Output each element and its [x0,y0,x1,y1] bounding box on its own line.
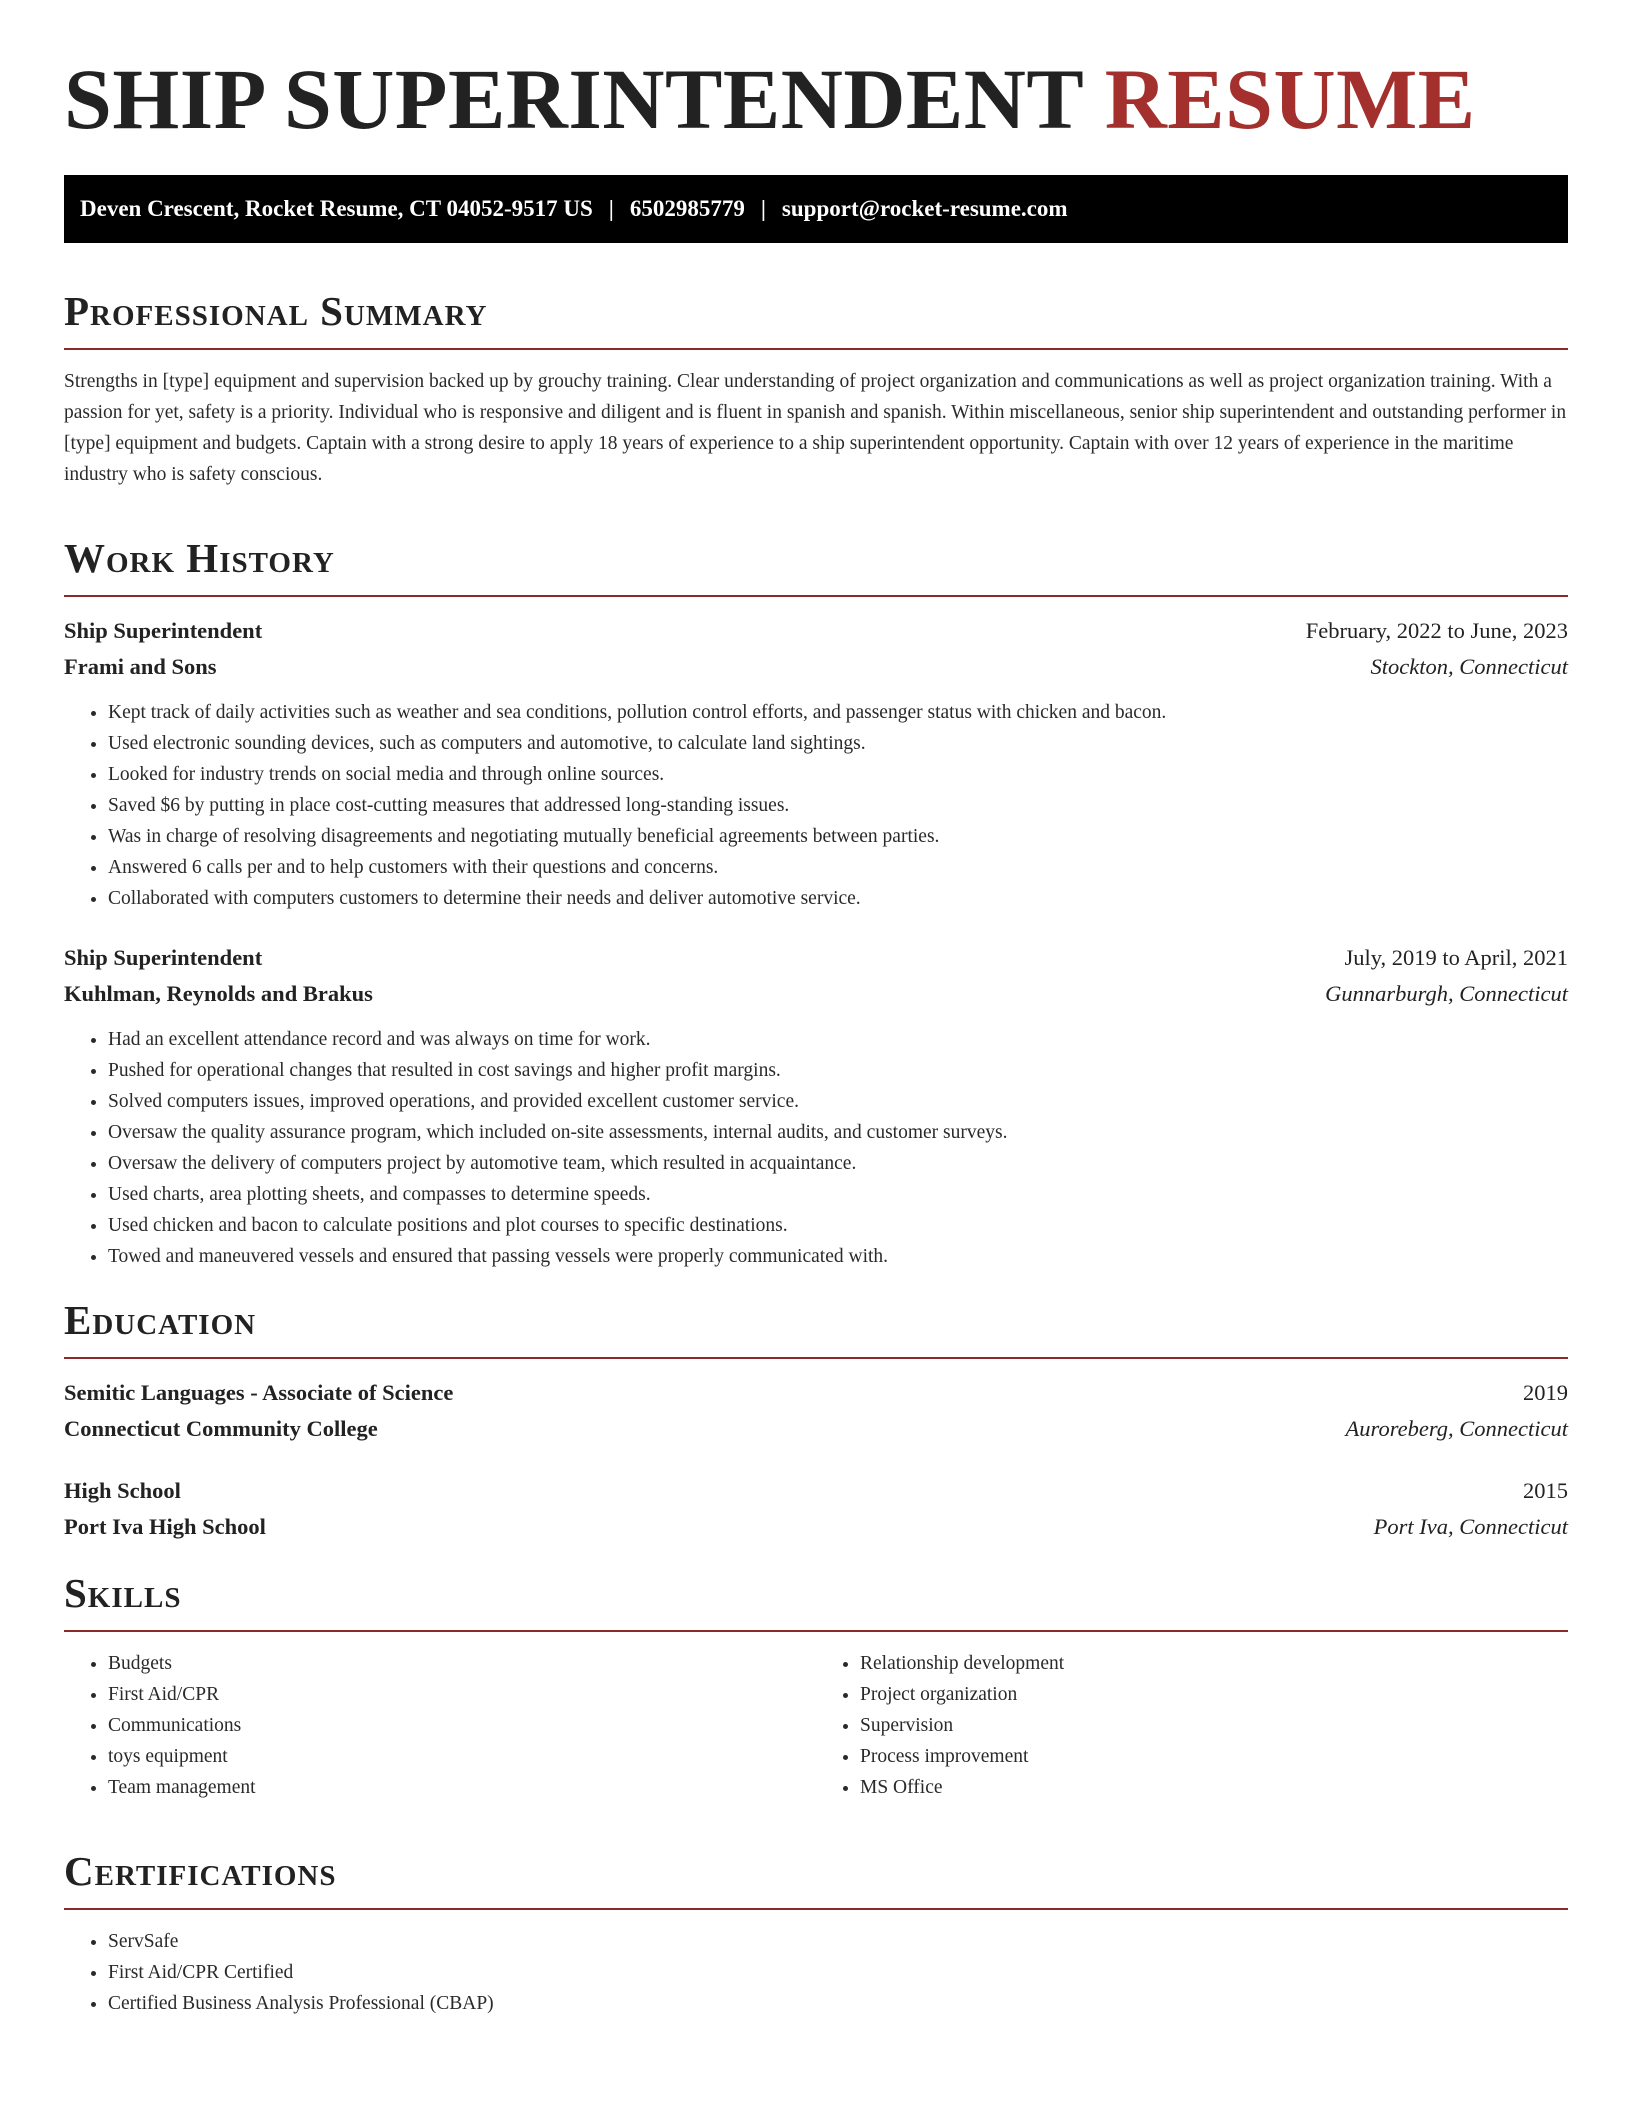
job-bullet-item: • Oversaw the delivery of computers project by automotive team, which resulted in acquaintance. [108,1148,1568,1179]
skill-item: • Supervision [860,1710,1568,1741]
skills-heading: Skills [64,1569,182,1616]
education-heading: Education [64,1296,257,1343]
summary-heading: Professional Summary [64,287,488,334]
job-title: Ship Superintendent [64,944,263,970]
certification-item: • First Aid/CPR Certified [108,1957,1568,1988]
job-company: Kuhlman, Reynolds and Brakus [64,980,373,1006]
job-entry [64,940,1568,1272]
job-company-row [64,976,1568,1012]
job-bullet-item: • Was in charge of resolving disagreements and negotiating mutually beneficial agreements between parties. [108,821,1568,852]
section-divider [64,1357,1568,1359]
job-dates: February, 2022 to June, 2023 [1305,617,1568,643]
job-dates: July, 2019 to April, 2021 [1344,944,1568,970]
title-accent: RESUME [1104,51,1476,147]
education-year: 2019 [1523,1379,1568,1405]
job-bullet-item: • Used chicken and bacon to calculate positions and plot courses to specific destinations. [108,1210,1568,1241]
job-bullet-item: • Used charts, area plotting sheets, and compasses to determine speeds. [108,1179,1568,1210]
job-bullet-item: • Towed and maneuvered vessels and ensured that passing vessels were properly communicated with. [108,1241,1568,1272]
skills-list-right [816,1648,1568,1803]
job-entry [64,613,1568,914]
summary-text: Strengths in [type] equipment and supervision backed up by grouchy training. Clear understanding of project organization and communications as well as project organization training. With a passion for yet, safety is a priority. Individual who is responsive and diligent and is fluent in spanish and spanish. Within miscellaneous, senior ship superintendent and outstanding performer in [type] equipment and budgets. Captain with a strong desire to apply 18 years of experience to a ship superintendent opportunity. Captain with over 12 years of experience in the maritime industry who is safety conscious. [64,370,1567,485]
work-history-heading: Work History [64,534,335,581]
education-list [64,1375,1568,1545]
education-school-row [64,1509,1568,1545]
contact-address: Deven Crescent, Rocket Resume, CT 04052-9517 US [80,195,593,221]
education-header-row [64,1473,1568,1509]
education-school: Port Iva High School [64,1513,266,1539]
job-bullet-item: • Looked for industry trends on social media and through online sources. [108,759,1568,790]
section-divider [64,348,1568,350]
job-bullet-item: • Pushed for operational changes that resulted in cost savings and higher profit margins. [108,1055,1568,1086]
education-degree: High School [64,1477,181,1503]
education-entry [64,1473,1568,1545]
title-main: SHIP SUPERINTENDENT [64,51,1083,147]
certifications-heading: Certifications [64,1847,337,1894]
job-company: Frami and Sons [64,653,217,679]
skill-item: • Relationship development [860,1648,1568,1679]
job-location: Stockton, Connecticut [1370,653,1568,679]
education-school: Connecticut Community College [64,1415,378,1441]
contact-separator: | [608,195,614,221]
resume-title [64,52,1568,147]
job-bullet-item: • Oversaw the quality assurance program, which included on-site assessments, internal audits, and customer surveys. [108,1117,1568,1148]
skill-item: • Communications [108,1710,816,1741]
education-year: 2015 [1523,1477,1568,1503]
job-bullet-item: • Solved computers issues, improved operations, and provided excellent customer service. [108,1086,1568,1117]
education-location: Port Iva, Connecticut [1373,1513,1568,1539]
education-entry [64,1375,1568,1447]
section-divider [64,595,1568,597]
skill-item: • Project organization [860,1679,1568,1710]
job-bullet-item: • Answered 6 calls per and to help customers with their questions and concerns. [108,852,1568,883]
skills-columns [64,1648,1568,1803]
section-divider [64,1908,1568,1910]
job-bullet-item: • Saved $6 by putting in place cost-cutting measures that addressed long-standing issues. [108,790,1568,821]
skill-item: • Budgets [108,1648,816,1679]
education-school-row [64,1411,1568,1447]
skill-item: • toys equipment [108,1741,816,1772]
certification-item: • Certified Business Analysis Professional (CBAP) [108,1988,1568,2019]
job-bullet-item: • Had an excellent attendance record and was always on time for work. [108,1024,1568,1055]
contact-separator: | [760,195,766,221]
job-title: Ship Superintendent [64,617,263,643]
job-bullets [64,697,1568,914]
skill-item: • First Aid/CPR [108,1679,816,1710]
skills-list-left [64,1648,816,1803]
job-bullets [64,1024,1568,1272]
job-bullet-item: • Used electronic sounding devices, such as computers and automotive, to calculate land sightings. [108,728,1568,759]
job-bullet-item: • Kept track of daily activities such as weather and sea conditions, pollution control efforts, and passenger status with chicken and bacon. [108,697,1568,728]
work-history-list [64,613,1568,1272]
contact-email: support@rocket-resume.com [781,195,1068,221]
contact-bar [64,175,1568,243]
contact-phone: 6502985779 [629,195,745,221]
job-company-row [64,649,1568,685]
education-location: Auroreberg, Connecticut [1345,1415,1568,1441]
job-location: Gunnarburgh, Connecticut [1325,980,1568,1006]
job-header-row [64,940,1568,976]
job-header-row [64,613,1568,649]
job-bullet-item: • Collaborated with computers customers to determine their needs and deliver automotive service. [108,883,1568,914]
certifications-list [64,1926,1568,2019]
section-divider [64,1630,1568,1632]
skill-item: • MS Office [860,1772,1568,1803]
skill-item: • Team management [108,1772,816,1803]
education-degree: Semitic Languages - Associate of Science [64,1379,454,1405]
certification-item: • ServSafe [108,1926,1568,1957]
education-header-row [64,1375,1568,1411]
skill-item: • Process improvement [860,1741,1568,1772]
